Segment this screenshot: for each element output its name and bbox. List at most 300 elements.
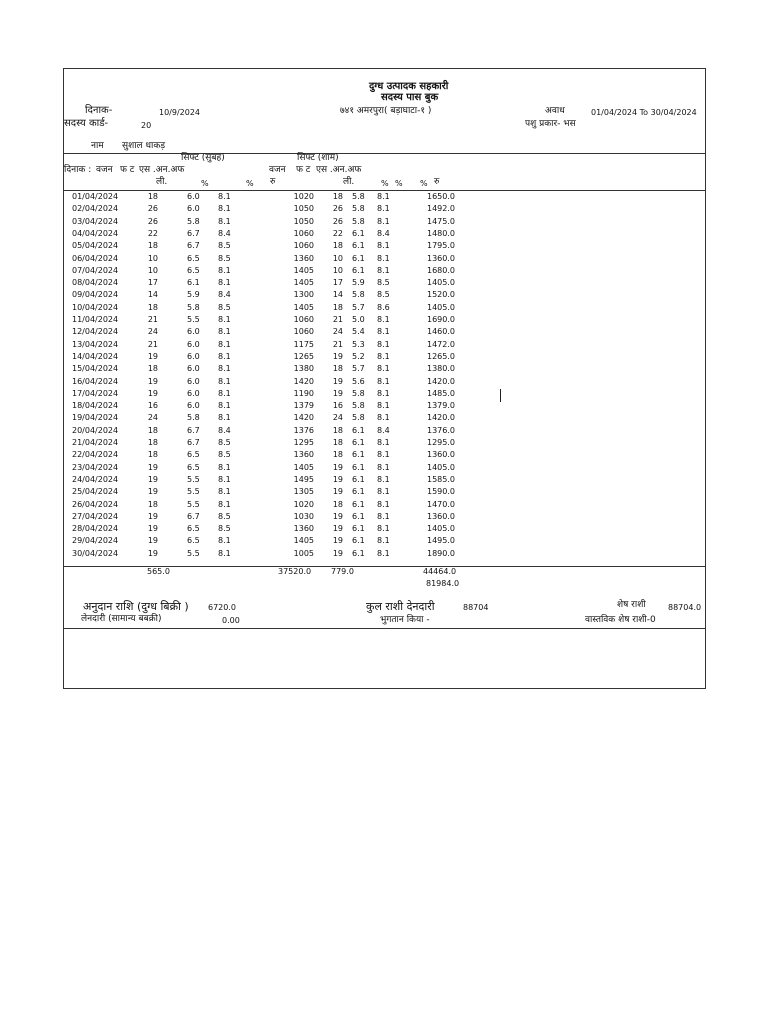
evening-weight: 18	[332, 450, 343, 460]
col-fat-evening: फ ट	[296, 165, 311, 175]
morning-snf: 8.1	[218, 364, 231, 374]
entry-date: 01/04/2024	[72, 192, 119, 201]
entry-total: 1480.0	[427, 228, 455, 238]
evening-snf: 8.5	[377, 290, 390, 300]
entry-date: 04/04/2024	[72, 228, 119, 238]
morning-snf: 8.5	[218, 302, 231, 312]
evening-snf: 8.1	[377, 438, 390, 447]
morning-snf: 8.1	[218, 401, 231, 411]
morning-weight: 10	[147, 253, 158, 263]
entry-date: 18/04/2024	[72, 401, 119, 411]
entry-date: 12/04/2024	[72, 327, 119, 337]
morning-weight: 18	[147, 192, 158, 201]
evening-snf: 8.5	[377, 278, 390, 288]
entry-date: 14/04/2024	[72, 351, 119, 361]
col-date: दिनाक :	[64, 165, 92, 175]
entry-amount: 1050	[293, 204, 314, 214]
evening-weight: 18	[332, 364, 343, 374]
evening-weight: 22	[332, 228, 343, 238]
morning-weight: 19	[147, 487, 158, 497]
footer-divider	[64, 628, 705, 629]
entry-total: 1520.0	[427, 290, 455, 300]
evening-fat: 6.1	[352, 462, 365, 472]
morning-snf: 8.4	[218, 228, 231, 238]
evening-fat: 5.3	[352, 339, 365, 349]
table-row	[64, 414, 705, 426]
morning-snf: 8.1	[218, 351, 231, 361]
evening-snf: 8.1	[377, 192, 390, 201]
morning-weight: 10	[147, 265, 158, 275]
entry-date: 19/04/2024	[72, 413, 119, 423]
entry-amount: 1295	[293, 438, 314, 447]
evening-fat: 5.4	[352, 327, 365, 337]
entry-date: 07/04/2024	[72, 265, 119, 275]
entry-total: 1420.0	[427, 413, 455, 423]
evening-snf: 8.1	[377, 450, 390, 460]
morning-weight: 19	[147, 548, 158, 558]
entry-amount: 1376	[293, 425, 314, 435]
entry-date: 30/04/2024	[72, 548, 119, 558]
morning-weight: 19	[147, 524, 158, 534]
evening-weight: 18	[332, 192, 343, 201]
evening-weight: 24	[332, 327, 343, 337]
member-card-label: सदस्य कार्ड-	[64, 118, 109, 129]
morning-fat: 5.8	[187, 413, 200, 423]
morning-snf: 8.1	[218, 278, 231, 288]
total-liability-label: कुल राशी देनदारी	[366, 600, 435, 613]
grand-total: 81984.0	[426, 579, 460, 588]
entry-total: 1376.0	[427, 425, 455, 435]
morning-fat: 5.8	[187, 302, 200, 312]
morning-snf: 8.1	[218, 204, 231, 214]
date-label: दिनाक-	[85, 105, 113, 116]
entry-total: 1379.0	[427, 401, 455, 411]
evening-fat: 6.1	[352, 450, 365, 460]
evening-fat: 5.9	[352, 278, 365, 288]
morning-snf: 8.1	[218, 474, 231, 484]
evening-snf: 8.1	[377, 401, 390, 411]
passbook-title: सदस्य पास बुक	[381, 92, 439, 103]
evening-fat: 5.8	[352, 388, 365, 398]
morning-fat: 5.5	[187, 499, 200, 509]
morning-weight: 19	[147, 351, 158, 361]
morning-fat: 6.7	[187, 425, 200, 435]
morning-snf: 8.1	[218, 536, 231, 546]
morning-fat: 6.7	[187, 228, 200, 238]
evening-snf: 8.1	[377, 462, 390, 472]
col-pct-1: %	[201, 179, 209, 188]
evening-weight: 21	[332, 315, 343, 324]
column-header-divider	[64, 190, 705, 191]
col-fat: फ ट	[120, 165, 135, 175]
entry-date: 11/04/2024	[72, 315, 119, 324]
evening-weight: 19	[332, 351, 343, 361]
evening-snf: 8.1	[377, 413, 390, 423]
entry-amount: 1030	[293, 511, 314, 521]
evening-weight: 26	[332, 204, 343, 214]
total-morning-weight: 565.0	[147, 567, 170, 576]
entry-amount: 1405	[293, 462, 314, 472]
evening-weight: 10	[332, 253, 343, 263]
entry-amount: 1360	[293, 253, 314, 263]
subsidy-value: 6720.0	[208, 603, 236, 612]
center-name: ७४१ अमरपुरा( बड़ाघाटा-१ )	[340, 106, 432, 116]
table-row	[64, 501, 705, 513]
morning-fat: 5.8	[187, 216, 200, 226]
entry-amount: 1405	[293, 536, 314, 546]
entry-date: 25/04/2024	[72, 487, 119, 497]
evening-fat: 6.1	[352, 438, 365, 447]
entry-date: 06/04/2024	[72, 253, 119, 263]
morning-fat: 6.1	[187, 278, 200, 288]
entry-total: 1795.0	[427, 241, 455, 251]
entry-total: 1420.0	[427, 376, 455, 386]
morning-weight: 26	[147, 216, 158, 226]
entry-date: 15/04/2024	[72, 364, 119, 374]
col-rs-2: रु	[434, 177, 440, 187]
morning-weight: 18	[147, 425, 158, 435]
morning-snf: 8.1	[218, 327, 231, 337]
morning-fat: 6.0	[187, 376, 200, 386]
morning-weight: 21	[147, 315, 158, 324]
entry-amount: 1495	[293, 474, 314, 484]
evening-fat: 5.8	[352, 290, 365, 300]
society-title: दुग्ध उत्पादक सहकारी	[369, 81, 449, 92]
entry-amount: 1020	[293, 499, 314, 509]
entry-date: 17/04/2024	[72, 388, 119, 398]
evening-weight: 17	[332, 278, 343, 288]
morning-fat: 6.5	[187, 265, 200, 275]
evening-weight: 19	[332, 462, 343, 472]
evening-fat: 6.1	[352, 425, 365, 435]
entry-date: 22/04/2024	[72, 450, 119, 460]
balance-label: शेष राशी	[617, 600, 646, 610]
morning-fat: 6.0	[187, 401, 200, 411]
morning-weight: 18	[147, 450, 158, 460]
total-liability-value: 88704	[463, 603, 489, 612]
entry-amount: 1405	[293, 302, 314, 312]
entry-amount: 1190	[293, 388, 314, 398]
evening-snf: 8.1	[377, 536, 390, 546]
text-cursor-icon	[500, 389, 501, 402]
entry-total: 1360.0	[427, 450, 455, 460]
evening-snf: 8.1	[377, 548, 390, 558]
evening-weight: 19	[332, 548, 343, 558]
balance-value: 88704.0	[668, 603, 702, 612]
evening-fat: 6.1	[352, 228, 365, 238]
entry-amount: 1265	[293, 351, 314, 361]
entry-total: 1585.0	[427, 474, 455, 484]
entry-amount: 1360	[293, 450, 314, 460]
evening-fat: 5.2	[352, 351, 365, 361]
morning-weight: 19	[147, 536, 158, 546]
morning-fat: 6.0	[187, 351, 200, 361]
morning-snf: 8.5	[218, 524, 231, 534]
member-name: सुशाल धाकड़	[122, 141, 166, 151]
entry-total: 1475.0	[427, 216, 455, 226]
evening-snf: 8.1	[377, 364, 390, 374]
col-pct-4: %	[395, 179, 403, 188]
total-amount: 37520.0	[278, 567, 312, 576]
morning-snf: 8.1	[218, 192, 231, 201]
evening-snf: 8.6	[377, 302, 390, 312]
entry-amount: 1405	[293, 265, 314, 275]
evening-weight: 18	[332, 425, 343, 435]
evening-snf: 8.1	[377, 241, 390, 251]
table-row	[64, 365, 705, 377]
table-row	[64, 488, 705, 500]
morning-snf: 8.1	[218, 376, 231, 386]
morning-snf: 8.4	[218, 290, 231, 300]
entry-date: 23/04/2024	[72, 462, 119, 472]
evening-fat: 5.8	[352, 401, 365, 411]
evening-snf: 8.4	[377, 228, 390, 238]
evening-snf: 8.1	[377, 253, 390, 263]
morning-snf: 8.1	[218, 462, 231, 472]
evening-weight: 14	[332, 290, 343, 300]
table-row	[64, 378, 705, 390]
morning-snf: 8.1	[218, 413, 231, 423]
evening-fat: 6.1	[352, 253, 365, 263]
table-row	[64, 550, 705, 562]
entry-total: 1405.0	[427, 462, 455, 472]
morning-fat: 6.0	[187, 204, 200, 214]
entry-amount: 1360	[293, 524, 314, 534]
entry-total: 1360.0	[427, 511, 455, 521]
morning-weight: 18	[147, 438, 158, 447]
evening-snf: 8.1	[377, 265, 390, 275]
shift-morning-header: सिफ्ट (सुबह)	[181, 153, 225, 163]
entry-date: 05/04/2024	[72, 241, 119, 251]
morning-weight: 19	[147, 474, 158, 484]
table-row	[64, 255, 705, 267]
actual-balance-label: वास्तविक शेष राशी-0	[585, 615, 656, 625]
morning-fat: 6.7	[187, 511, 200, 521]
morning-snf: 8.5	[218, 511, 231, 521]
entry-amount: 1405	[293, 278, 314, 288]
col-weight-evening: वजन	[269, 165, 286, 175]
morning-weight: 19	[147, 511, 158, 521]
liability-label: लेनदारी (सामान्य बबक्री)	[81, 614, 162, 624]
name-label: नाम	[91, 141, 104, 151]
morning-snf: 8.4	[218, 425, 231, 435]
entry-total: 1460.0	[427, 327, 455, 337]
morning-fat: 5.5	[187, 548, 200, 558]
evening-fat: 6.1	[352, 536, 365, 546]
morning-snf: 8.1	[218, 499, 231, 509]
morning-fat: 6.7	[187, 241, 200, 251]
morning-fat: 6.7	[187, 438, 200, 447]
entry-total: 1890.0	[427, 548, 455, 558]
col-pct-2: %	[246, 179, 254, 188]
evening-fat: 5.8	[352, 413, 365, 423]
entry-total: 1472.0	[427, 339, 455, 349]
evening-fat: 6.1	[352, 499, 365, 509]
morning-fat: 6.5	[187, 536, 200, 546]
date-value: 10/9/2024	[159, 108, 201, 117]
col-rs-1: रु	[270, 177, 276, 187]
evening-fat: 5.7	[352, 302, 365, 312]
morning-snf: 8.1	[218, 388, 231, 398]
morning-fat: 5.9	[187, 290, 200, 300]
evening-weight: 18	[332, 302, 343, 312]
evening-snf: 8.1	[377, 351, 390, 361]
paid-label: भुगतान किया -	[380, 615, 430, 625]
morning-weight: 21	[147, 339, 158, 349]
entry-amount: 1380	[293, 364, 314, 374]
morning-snf: 8.5	[218, 241, 231, 251]
entry-total: 1265.0	[427, 351, 455, 361]
evening-weight: 18	[332, 499, 343, 509]
entry-total: 1590.0	[427, 487, 455, 497]
morning-weight: 14	[147, 290, 158, 300]
evening-snf: 8.1	[377, 487, 390, 497]
entry-date: 26/04/2024	[72, 499, 119, 509]
morning-weight: 26	[147, 204, 158, 214]
evening-snf: 8.4	[377, 425, 390, 435]
evening-fat: 6.1	[352, 511, 365, 521]
entry-date: 02/04/2024	[72, 204, 119, 214]
total-evening-weight: 779.0	[331, 567, 354, 576]
evening-weight: 19	[332, 376, 343, 386]
table-row	[64, 537, 705, 549]
total-sum: 44464.0	[423, 567, 457, 576]
morning-fat: 5.5	[187, 315, 200, 324]
entry-amount: 1175	[293, 339, 314, 349]
entry-date: 13/04/2024	[72, 339, 119, 349]
morning-fat: 6.5	[187, 253, 200, 263]
evening-weight: 19	[332, 536, 343, 546]
evening-fat: 5.8	[352, 192, 365, 201]
morning-fat: 6.0	[187, 192, 200, 201]
evening-weight: 16	[332, 401, 343, 411]
morning-fat: 6.5	[187, 450, 200, 460]
entry-amount: 1005	[293, 548, 314, 558]
entry-amount: 1379	[293, 401, 314, 411]
evening-snf: 8.1	[377, 511, 390, 521]
entry-total: 1495.0	[427, 536, 455, 546]
evening-weight: 19	[332, 524, 343, 534]
entry-total: 1360.0	[427, 253, 455, 263]
col-snf: एस .अन.अफ	[139, 165, 185, 175]
evening-snf: 8.1	[377, 388, 390, 398]
entry-date: 16/04/2024	[72, 376, 119, 386]
morning-snf: 8.1	[218, 487, 231, 497]
morning-snf: 8.1	[218, 548, 231, 558]
morning-fat: 6.5	[187, 524, 200, 534]
entry-total: 1492.0	[427, 204, 455, 214]
entry-date: 21/04/2024	[72, 438, 119, 447]
morning-weight: 16	[147, 401, 158, 411]
evening-fat: 5.7	[352, 364, 365, 374]
morning-fat: 6.0	[187, 327, 200, 337]
entry-total: 1650.0	[427, 192, 455, 201]
morning-fat: 6.5	[187, 462, 200, 472]
morning-weight: 24	[147, 327, 158, 337]
morning-weight: 18	[147, 364, 158, 374]
subsidy-label: अनुदान राशि (दुग्ध बिक्री )	[83, 600, 189, 613]
evening-weight: 19	[332, 487, 343, 497]
passbook-document	[63, 68, 706, 689]
evening-fat: 6.1	[352, 548, 365, 558]
evening-weight: 18	[332, 438, 343, 447]
shift-evening-header: सिफ्ट (शाम)	[297, 153, 339, 163]
morning-snf: 8.5	[218, 450, 231, 460]
morning-fat: 5.5	[187, 487, 200, 497]
morning-snf: 8.1	[218, 216, 231, 226]
morning-fat: 6.0	[187, 364, 200, 374]
entry-date: 29/04/2024	[72, 536, 119, 546]
entry-amount: 1020	[293, 192, 314, 201]
entry-amount: 1050	[293, 216, 314, 226]
entry-amount: 1420	[293, 413, 314, 423]
evening-fat: 6.1	[352, 474, 365, 484]
evening-weight: 19	[332, 388, 343, 398]
entry-date: 24/04/2024	[72, 474, 119, 484]
evening-weight: 26	[332, 216, 343, 226]
entry-date: 09/04/2024	[72, 290, 119, 300]
morning-fat: 6.0	[187, 388, 200, 398]
evening-fat: 5.8	[352, 204, 365, 214]
evening-snf: 8.1	[377, 339, 390, 349]
morning-weight: 24	[147, 413, 158, 423]
member-card-value: 20	[141, 121, 152, 130]
morning-fat: 5.5	[187, 474, 200, 484]
entry-date: 03/04/2024	[72, 216, 119, 226]
entry-date: 27/04/2024	[72, 511, 119, 521]
morning-snf: 8.1	[218, 265, 231, 275]
morning-snf: 8.5	[218, 438, 231, 447]
entry-amount: 1305	[293, 487, 314, 497]
morning-weight: 19	[147, 462, 158, 472]
entry-total: 1470.0	[427, 499, 455, 509]
entry-amount: 1060	[293, 327, 314, 337]
entry-date: 28/04/2024	[72, 524, 119, 534]
table-row	[64, 205, 705, 217]
entry-amount: 1060	[293, 241, 314, 251]
entry-date: 20/04/2024	[72, 425, 119, 435]
evening-snf: 8.1	[377, 204, 390, 214]
evening-snf: 8.1	[377, 327, 390, 337]
evening-weight: 19	[332, 511, 343, 521]
evening-fat: 6.1	[352, 265, 365, 275]
liability-value: 0.00	[222, 616, 240, 625]
table-row	[64, 291, 705, 303]
entry-total: 1680.0	[427, 265, 455, 275]
morning-fat: 6.0	[187, 339, 200, 349]
morning-snf: 8.5	[218, 253, 231, 263]
evening-weight: 21	[332, 339, 343, 349]
evening-fat: 6.1	[352, 524, 365, 534]
evening-fat: 5.6	[352, 376, 365, 386]
table-row	[64, 451, 705, 463]
entry-total: 1405.0	[427, 278, 455, 288]
col-pct-5: %	[420, 179, 428, 188]
evening-snf: 8.1	[377, 216, 390, 226]
evening-weight: 18	[332, 241, 343, 251]
entry-amount: 1300	[293, 290, 314, 300]
entry-total: 1690.0	[427, 315, 455, 324]
morning-weight: 19	[147, 388, 158, 398]
evening-snf: 8.1	[377, 376, 390, 386]
evening-snf: 8.1	[377, 474, 390, 484]
evening-fat: 5.8	[352, 216, 365, 226]
evening-fat: 5.0	[352, 315, 365, 324]
col-weight: वजन	[96, 165, 113, 175]
evening-weight: 24	[332, 413, 343, 423]
entry-total: 1405.0	[427, 302, 455, 312]
morning-weight: 17	[147, 278, 158, 288]
